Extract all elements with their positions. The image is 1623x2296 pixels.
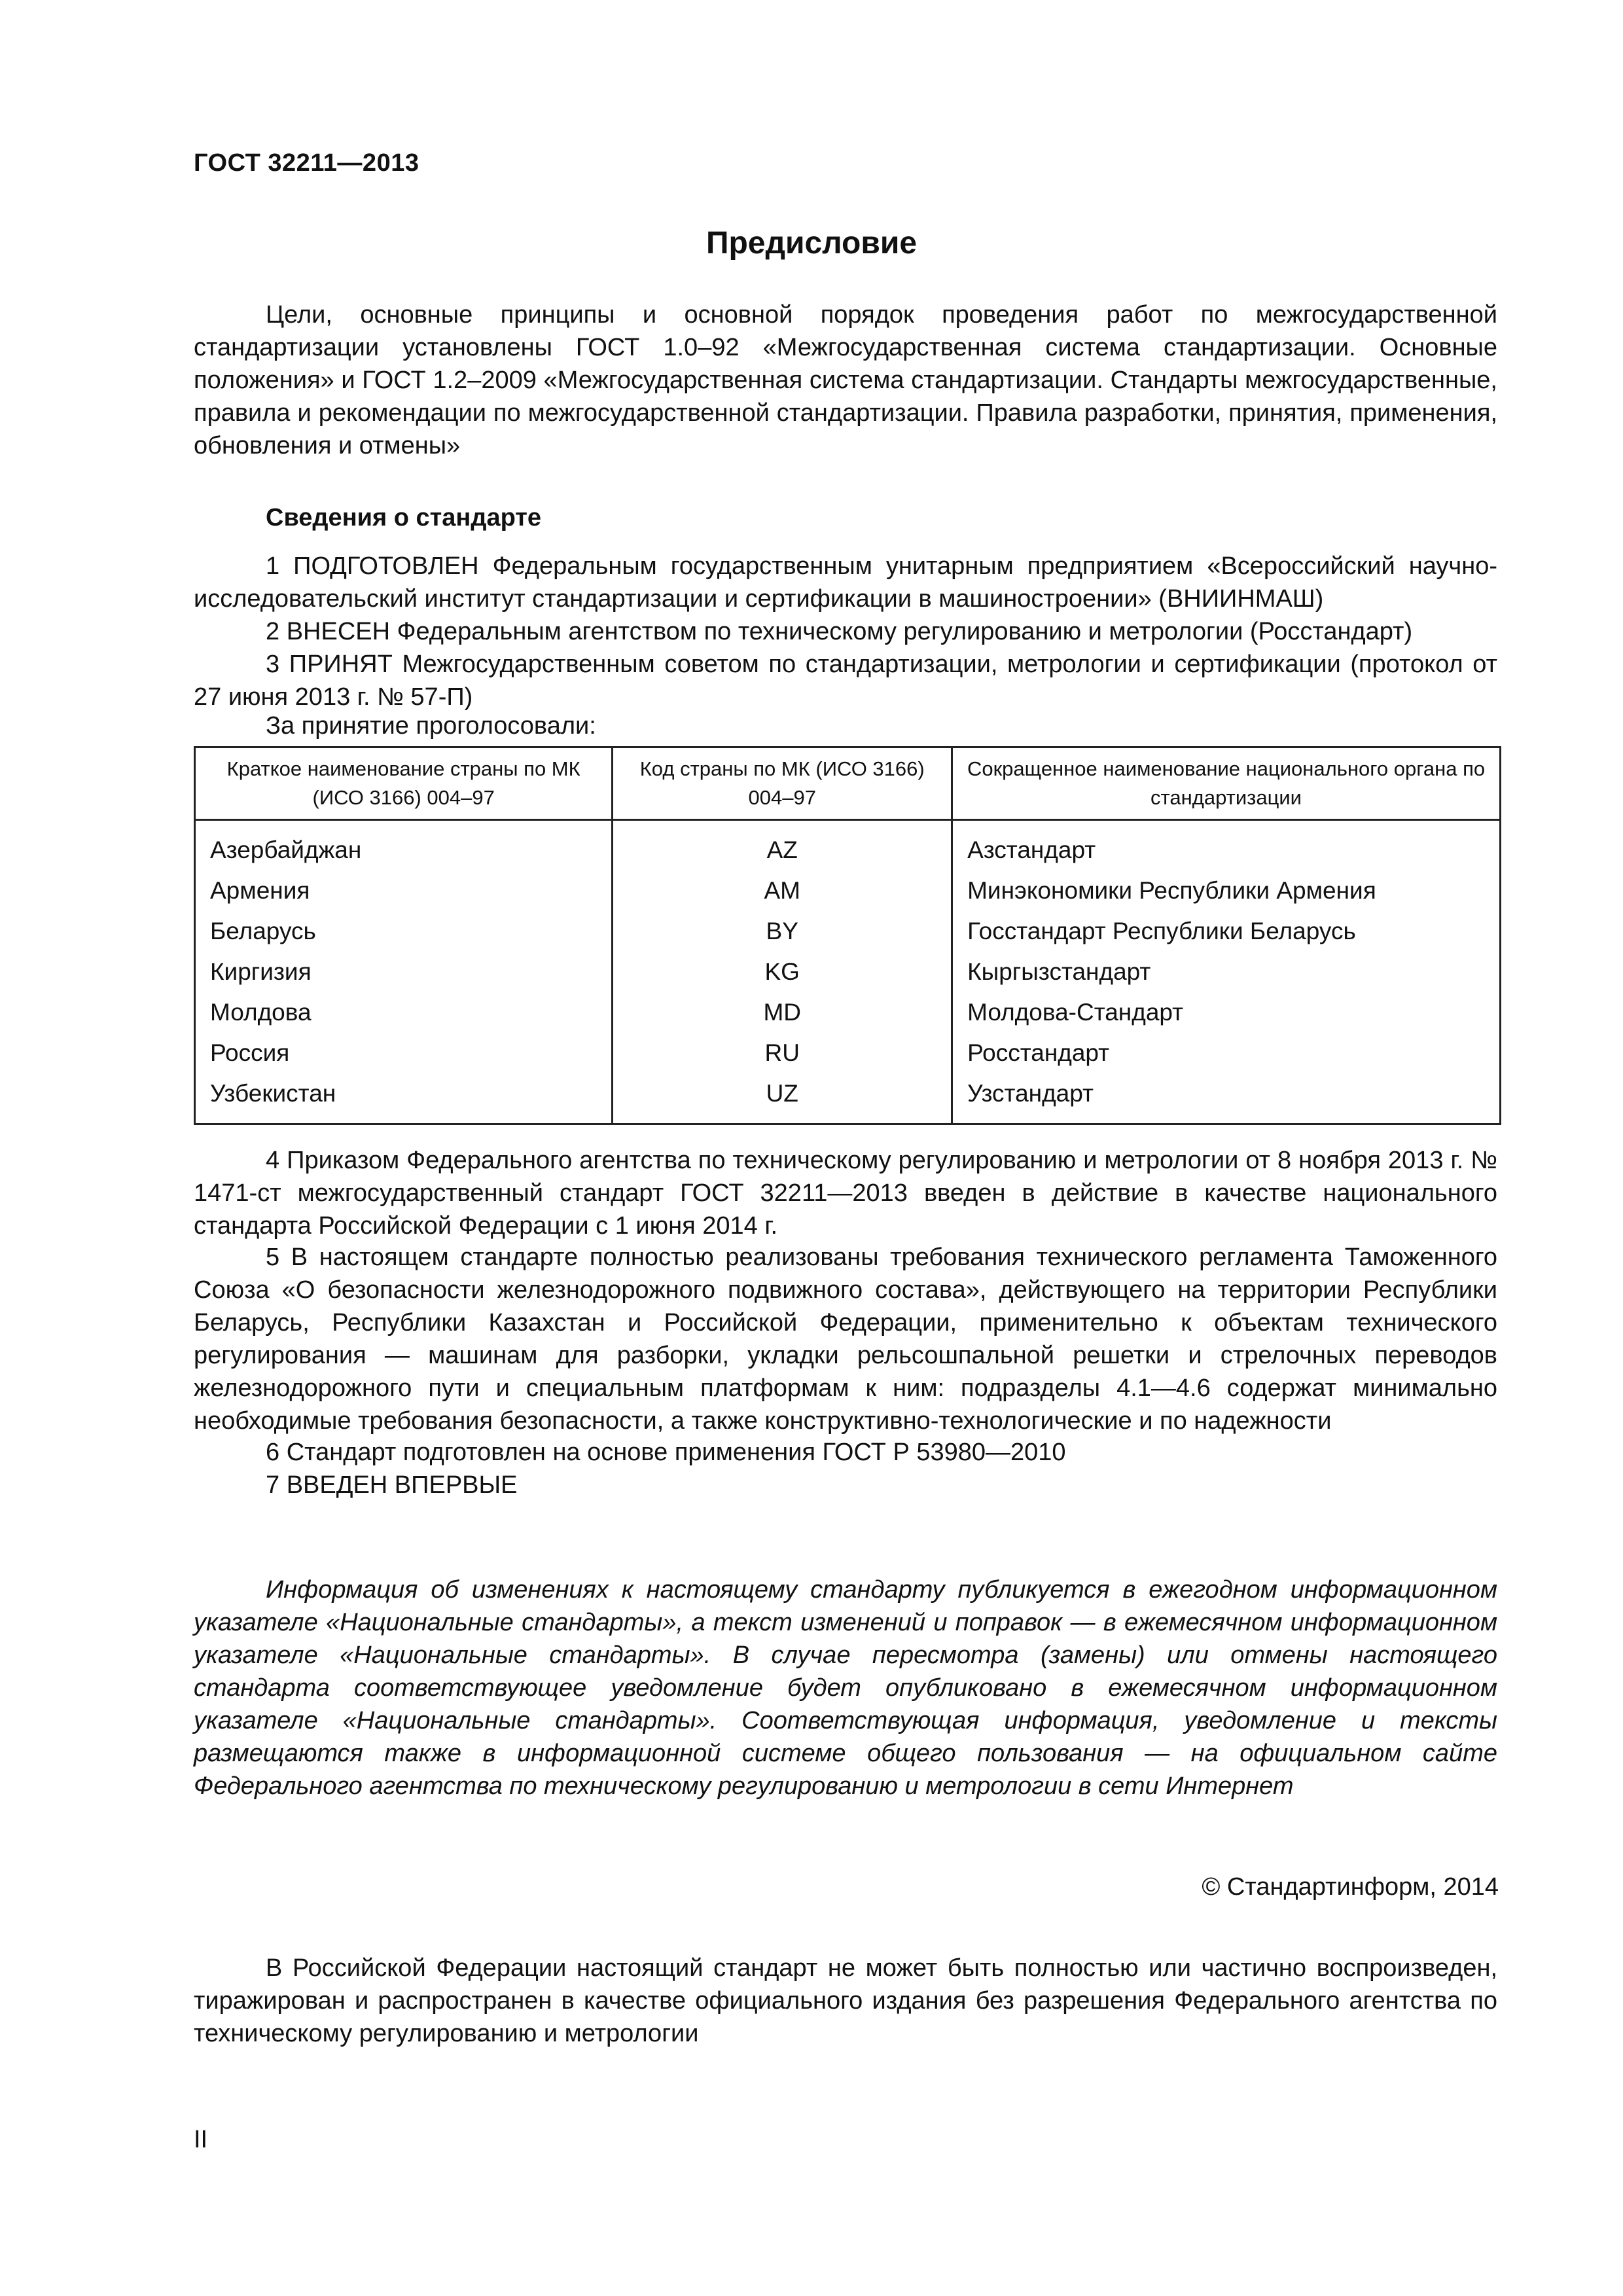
cell-code: AZ xyxy=(613,820,952,871)
cell-code: MD xyxy=(613,992,952,1033)
table-row xyxy=(195,820,1501,871)
voted-label: За принятие проголосовали: xyxy=(266,712,596,740)
cell-country: Армения xyxy=(195,870,613,911)
cell-code: RU xyxy=(613,1033,952,1073)
cell-body: Молдова-Стандарт xyxy=(952,992,1501,1033)
info-item-3: 3 ПРИНЯТ Межгосударственным советом по стандартизации, метрологии и сертификации (протокол от 27 июня 2013 г. № 57-П) xyxy=(194,651,1497,711)
cell-country: Узбекистан xyxy=(195,1073,613,1124)
cell-country: Азербайджан xyxy=(195,820,613,871)
page-number: II xyxy=(194,2126,208,2153)
changes-notice: Информация об изменениях к настоящему стандарту публикуется в ежегодном информационном указателе «Национальные стандарты», а текст изменений и поправок — в ежемесячном информационном указателе «Национальные стандарты». В случае пересмотра (замены) или отмены настоящего стандарта соответствующее уведомление будет опубликовано в ежемесячном информационном указателе «Национальные стандарты». Соответствующая информация, уведомление и тексты размещаются также в информационной системе общего пользования — на официальном сайте Федерального агентства по техническому регулированию и метрологии в сети Интернет xyxy=(194,1576,1497,1800)
cell-body: Азстандарт xyxy=(952,820,1501,871)
cell-country: Молдова xyxy=(195,992,613,1033)
cell-body: Госстандарт Республики Беларусь xyxy=(952,911,1501,952)
preface-paragraph: Цели, основные принципы и основной порядок проведения работ по межгосударственной стандартизации установлены ГОСТ 1.0–92 «Межгосударственная система стандартизации. Основные положения» и ГОСТ 1.2–2009 «Межгосударственная система стандартизации. Стандарты межгосударственные, правила и рекомендации по межгосударственной стандартизации. Правила разработки, принятия, применения, обновления и отмены» xyxy=(194,301,1497,459)
cell-body: Узстандарт xyxy=(952,1073,1501,1124)
info-item-5: 5 В настоящем стандарте полностью реализованы требования технического регламента Таможенного Союза «О безопасности железнодорожного подвижного состава», действующего на территории Республики Беларусь, Республики Казахстан и Российской Федерации, применительно к объектам технического регулирования — машинам для разборки, укладки рельсошпальной решетки и стрелочных переводов железнодорожного пути и специальным платформам к ним: подразделы 4.1—4.6 содержат минимально необходимые требования безопасности, а также конструктивно-технологические и по надежности xyxy=(194,1244,1497,1435)
table-row xyxy=(195,1073,1501,1124)
page-title: Предисловие xyxy=(705,226,918,260)
header-body: Сокращенное наименование национального органа по стандартизации xyxy=(952,747,1501,820)
reproduction-notice: В Российской Федерации настоящий стандарт не может быть полностью или частично воспроизведен, тиражирован и распространен в качестве официального издания без разрешения Федерального агентства по техническому регулированию и метрологии xyxy=(194,1954,1497,2047)
table-row xyxy=(195,992,1501,1033)
table-row xyxy=(195,911,1501,952)
info-item-2: 2 ВНЕСЕН Федеральным агентством по техническому регулированию и метрологии (Росстандарт) xyxy=(266,618,1413,645)
cell-code: KG xyxy=(613,952,952,992)
cell-country: Россия xyxy=(195,1033,613,1073)
cell-body: Росстандарт xyxy=(952,1033,1501,1073)
info-item-4: 4 Приказом Федерального агентства по техническому регулированию и метрологии от 8 ноября 2013 г. № 1471-ст межгосударственный стандарт ГОСТ 32211—2013 введен в действие в качестве национального стандарта Российской Федерации с 1 июня 2014 г. xyxy=(194,1147,1497,1240)
cell-body: Минэкономики Республики Армения xyxy=(952,870,1501,911)
header-country: Краткое наименование страны по МК (ИСО 3166) 004–97 xyxy=(195,747,613,820)
cell-code: AM xyxy=(613,870,952,911)
countries-table xyxy=(194,746,1501,1125)
info-item-6: 6 Стандарт подготовлен на основе применения ГОСТ Р 53980—2010 xyxy=(266,1439,1066,1466)
header-code: Код страны по МК (ИСО 3166) 004–97 xyxy=(613,747,952,820)
standard-info-heading: Сведения о стандарте xyxy=(266,504,542,531)
info-item-7: 7 ВВЕДЕН ВПЕРВЫЕ xyxy=(266,1471,518,1499)
cell-code: BY xyxy=(613,911,952,952)
cell-country: Киргизия xyxy=(195,952,613,992)
table-row xyxy=(195,952,1501,992)
cell-country: Беларусь xyxy=(195,911,613,952)
document-code: ГОСТ 32211—2013 xyxy=(194,149,419,177)
cell-body: Кыргызстандарт xyxy=(952,952,1501,992)
table-row xyxy=(195,870,1501,911)
table-header-row xyxy=(195,747,1501,820)
copyright: © Стандартинформ, 2014 xyxy=(1202,1873,1499,1901)
table-row xyxy=(195,1033,1501,1073)
cell-code: UZ xyxy=(613,1073,952,1124)
info-item-1: 1 ПОДГОТОВЛЕН Федеральным государственным унитарным предприятием «Всероссийский научно-исследовательский институт стандартизации и сертификации в машиностроении» (ВНИИНМАШ) xyxy=(194,552,1497,613)
